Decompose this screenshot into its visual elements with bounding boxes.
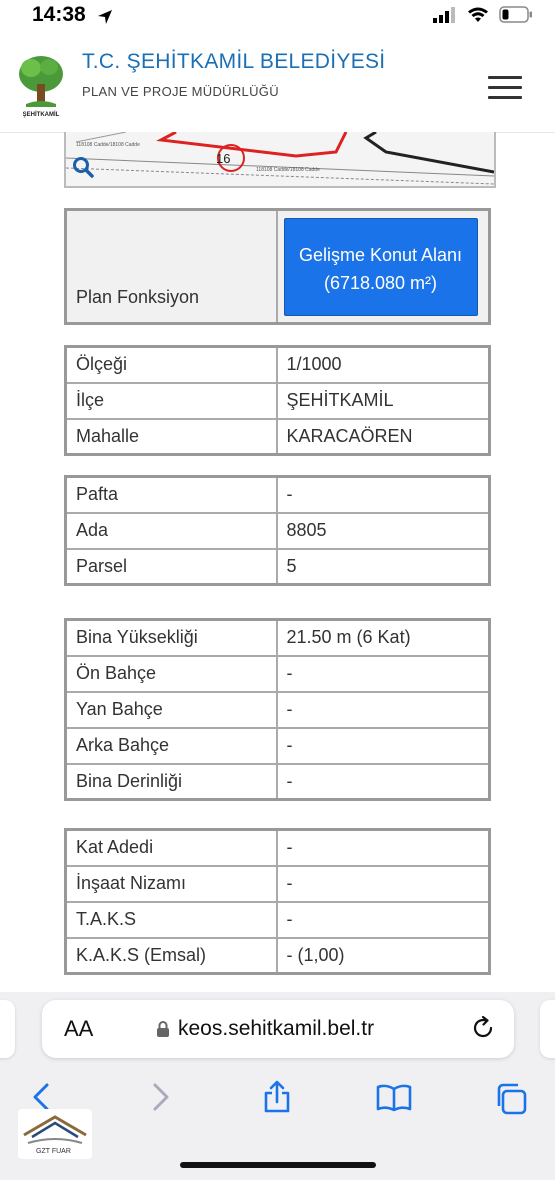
row-value: - bbox=[277, 830, 490, 866]
table-row bbox=[66, 728, 490, 764]
url-text[interactable]: keos.sehitkamil.bel.tr bbox=[178, 1017, 375, 1040]
cellular-signal-icon bbox=[433, 7, 457, 23]
status-time: 14:38 bbox=[32, 3, 86, 26]
row-label: İlçe bbox=[66, 383, 277, 419]
row-value: 5 bbox=[277, 549, 490, 585]
location-arrow-icon bbox=[97, 9, 113, 25]
table-row bbox=[66, 866, 490, 902]
row-label: Pafta bbox=[66, 477, 277, 513]
table-row bbox=[66, 477, 490, 513]
reload-icon[interactable] bbox=[470, 1015, 496, 1041]
next-tab-card[interactable] bbox=[540, 1000, 555, 1058]
row-label: Bina Derinliği bbox=[66, 764, 277, 800]
row-value: - (1,00) bbox=[277, 938, 490, 974]
bookmarks-icon[interactable] bbox=[376, 1084, 412, 1112]
table-row bbox=[66, 549, 490, 585]
row-value: - bbox=[277, 477, 490, 513]
row-label: Yan Bahçe bbox=[66, 692, 277, 728]
battery-icon bbox=[499, 6, 533, 23]
wifi-icon bbox=[467, 7, 489, 23]
map-drawing bbox=[66, 132, 494, 186]
text-size-button[interactable]: AA bbox=[64, 1016, 94, 1041]
lock-icon bbox=[156, 1020, 170, 1038]
row-label: Arka Bahçe bbox=[66, 728, 277, 764]
row-value: - bbox=[277, 728, 490, 764]
tabs-icon[interactable] bbox=[494, 1082, 528, 1116]
row-value: - bbox=[277, 764, 490, 800]
row-value: 1/1000 bbox=[277, 347, 490, 383]
tree-logo-icon bbox=[16, 54, 66, 120]
street-label-2: 118108 Cadde/18108 Cadde bbox=[256, 167, 320, 173]
share-icon[interactable] bbox=[262, 1080, 292, 1114]
zoom-icon[interactable] bbox=[72, 156, 94, 178]
street-label-1: 118108 Cadde/18108 Cadde bbox=[76, 142, 140, 148]
row-value: 8805 bbox=[277, 513, 490, 549]
construction-table bbox=[64, 828, 491, 975]
site-subtitle: PLAN VE PROJE MÜDÜRLÜĞÜ bbox=[82, 84, 279, 99]
address-bar[interactable] bbox=[42, 1000, 514, 1058]
status-bar bbox=[0, 0, 555, 32]
row-value: 21.50 m (6 Kat) bbox=[277, 620, 490, 656]
parcel-map[interactable] bbox=[64, 132, 496, 188]
table-row bbox=[66, 513, 490, 549]
row-label: Kat Adedi bbox=[66, 830, 277, 866]
table-row bbox=[66, 692, 490, 728]
site-header bbox=[0, 32, 555, 133]
house-logo-icon bbox=[18, 1109, 92, 1149]
row-label: Bina Yüksekliği bbox=[66, 620, 277, 656]
watermark-logo bbox=[18, 1109, 92, 1159]
building-table bbox=[64, 618, 491, 801]
site-title[interactable]: T.C. ŞEHİTKAMİL BELEDİYESİ bbox=[82, 50, 386, 73]
row-value: - bbox=[277, 692, 490, 728]
row-label: Mahalle bbox=[66, 419, 277, 455]
row-label: Ön Bahçe bbox=[66, 656, 277, 692]
location-table bbox=[64, 345, 491, 456]
row-value: KARACAÖREN bbox=[277, 419, 490, 455]
row-value: - bbox=[277, 866, 490, 902]
row-label: Ölçeği bbox=[66, 347, 277, 383]
table-row bbox=[66, 620, 490, 656]
table-row bbox=[66, 764, 490, 800]
svg-text:ŞEHİTKAMİL: ŞEHİTKAMİL bbox=[22, 112, 60, 118]
row-label: T.A.K.S bbox=[66, 902, 277, 938]
row-value: - bbox=[277, 656, 490, 692]
row-label: İnşaat Nizamı bbox=[66, 866, 277, 902]
previous-tab-card[interactable] bbox=[0, 1000, 15, 1058]
parcel-table bbox=[64, 475, 491, 586]
table-row bbox=[66, 419, 490, 455]
back-icon[interactable] bbox=[30, 1082, 52, 1112]
row-label: Ada bbox=[66, 513, 277, 549]
table-row bbox=[66, 902, 490, 938]
row-label: K.A.K.S (Emsal) bbox=[66, 938, 277, 974]
home-indicator bbox=[180, 1162, 376, 1168]
forward-icon[interactable] bbox=[150, 1082, 172, 1112]
watermark-text: GZT FUAR bbox=[36, 1148, 71, 1155]
browser-toolbar bbox=[0, 992, 555, 1180]
table-row bbox=[66, 347, 490, 383]
menu-icon[interactable] bbox=[488, 76, 522, 100]
table-row bbox=[66, 830, 490, 866]
plan-function-button[interactable]: Gelişme Konut Alanı (6718.080 m²) bbox=[284, 218, 478, 316]
row-value: ŞEHİTKAMİL bbox=[277, 383, 490, 419]
plan-function-table bbox=[64, 208, 491, 325]
row-value: - bbox=[277, 902, 490, 938]
municipality-logo[interactable] bbox=[16, 54, 66, 120]
parcel-number-label: 16 bbox=[216, 151, 231, 166]
status-icons bbox=[433, 6, 533, 23]
table-row bbox=[66, 656, 490, 692]
table-row bbox=[66, 383, 490, 419]
table-row bbox=[66, 938, 490, 974]
row-label: Parsel bbox=[66, 549, 277, 585]
plan-function-label: Plan Fonksiyon bbox=[66, 210, 277, 324]
